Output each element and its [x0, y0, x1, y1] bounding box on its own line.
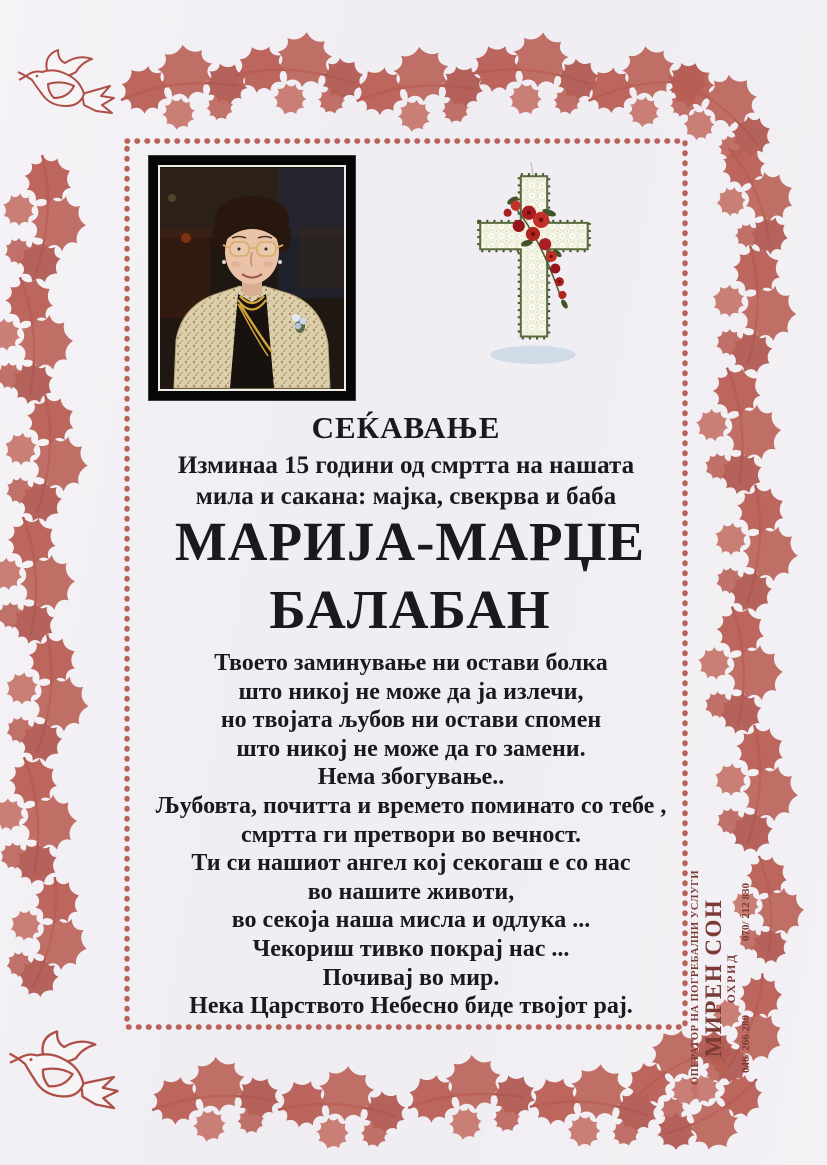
deceased-name-line: БАЛАБАН — [269, 579, 551, 640]
poem-line: смртта ги претвори во вечност. — [240, 821, 582, 848]
deceased-name-line: МАРИЈА-МАРЏЕ — [174, 511, 646, 572]
poem-line: што никој не може да го замени. — [236, 735, 586, 762]
intro-line: Изминаа 15 години од смртта на нашата — [177, 452, 635, 479]
remembrance-title: СЕЌАВАЊЕ — [311, 410, 501, 445]
publisher-phone: 046/ 266 280 — [740, 1014, 752, 1073]
publisher-phone: 070/ 212 830 — [740, 883, 752, 942]
dove-icon — [6, 1028, 121, 1108]
poem-line: но твојата љубов ни остави спомен — [220, 707, 602, 734]
portrait-photo — [148, 155, 356, 401]
poem-line: Ти си нашиот ангел кој секогаш е со нас — [191, 850, 631, 877]
poem-line: Почивај во мир. — [322, 964, 500, 991]
poem-line: што никој не може да ја излечи, — [238, 678, 584, 705]
intro-line: мила и сакана: мајка, свекрва и баба — [195, 483, 617, 510]
poem-line: во секоја наша мисла и одлука ... — [231, 907, 591, 934]
poem-line: Љубовта, почитта и времето поминато со тебе , — [155, 792, 667, 819]
deceased-name — [98, 508, 722, 644]
poem-line: во нашите животи, — [307, 878, 515, 905]
poem-line: Твоето заминување ни остави болка — [214, 650, 608, 676]
publisher-operator-label: ОПЕРАТОР НА ПОГРЕБАЛНИ УСЛУГИ — [690, 869, 701, 1085]
dove-icon — [18, 50, 114, 113]
poem-line: Чекориш тивко покрај нас ... — [252, 935, 570, 962]
floral-cross-image — [468, 162, 602, 370]
poem-line: Нема збогување.. — [317, 764, 505, 791]
memorial-poem — [95, 649, 727, 1021]
poem-line: Нека Царството Небесно биде твојот рај. — [189, 993, 633, 1020]
publisher-phones — [739, 871, 752, 1085]
publisher-sidebar — [690, 871, 770, 1085]
publisher-city: ОХРИД — [726, 952, 738, 1004]
intro-text — [113, 450, 699, 512]
publisher-name: МИРЕН СОН — [701, 898, 726, 1058]
